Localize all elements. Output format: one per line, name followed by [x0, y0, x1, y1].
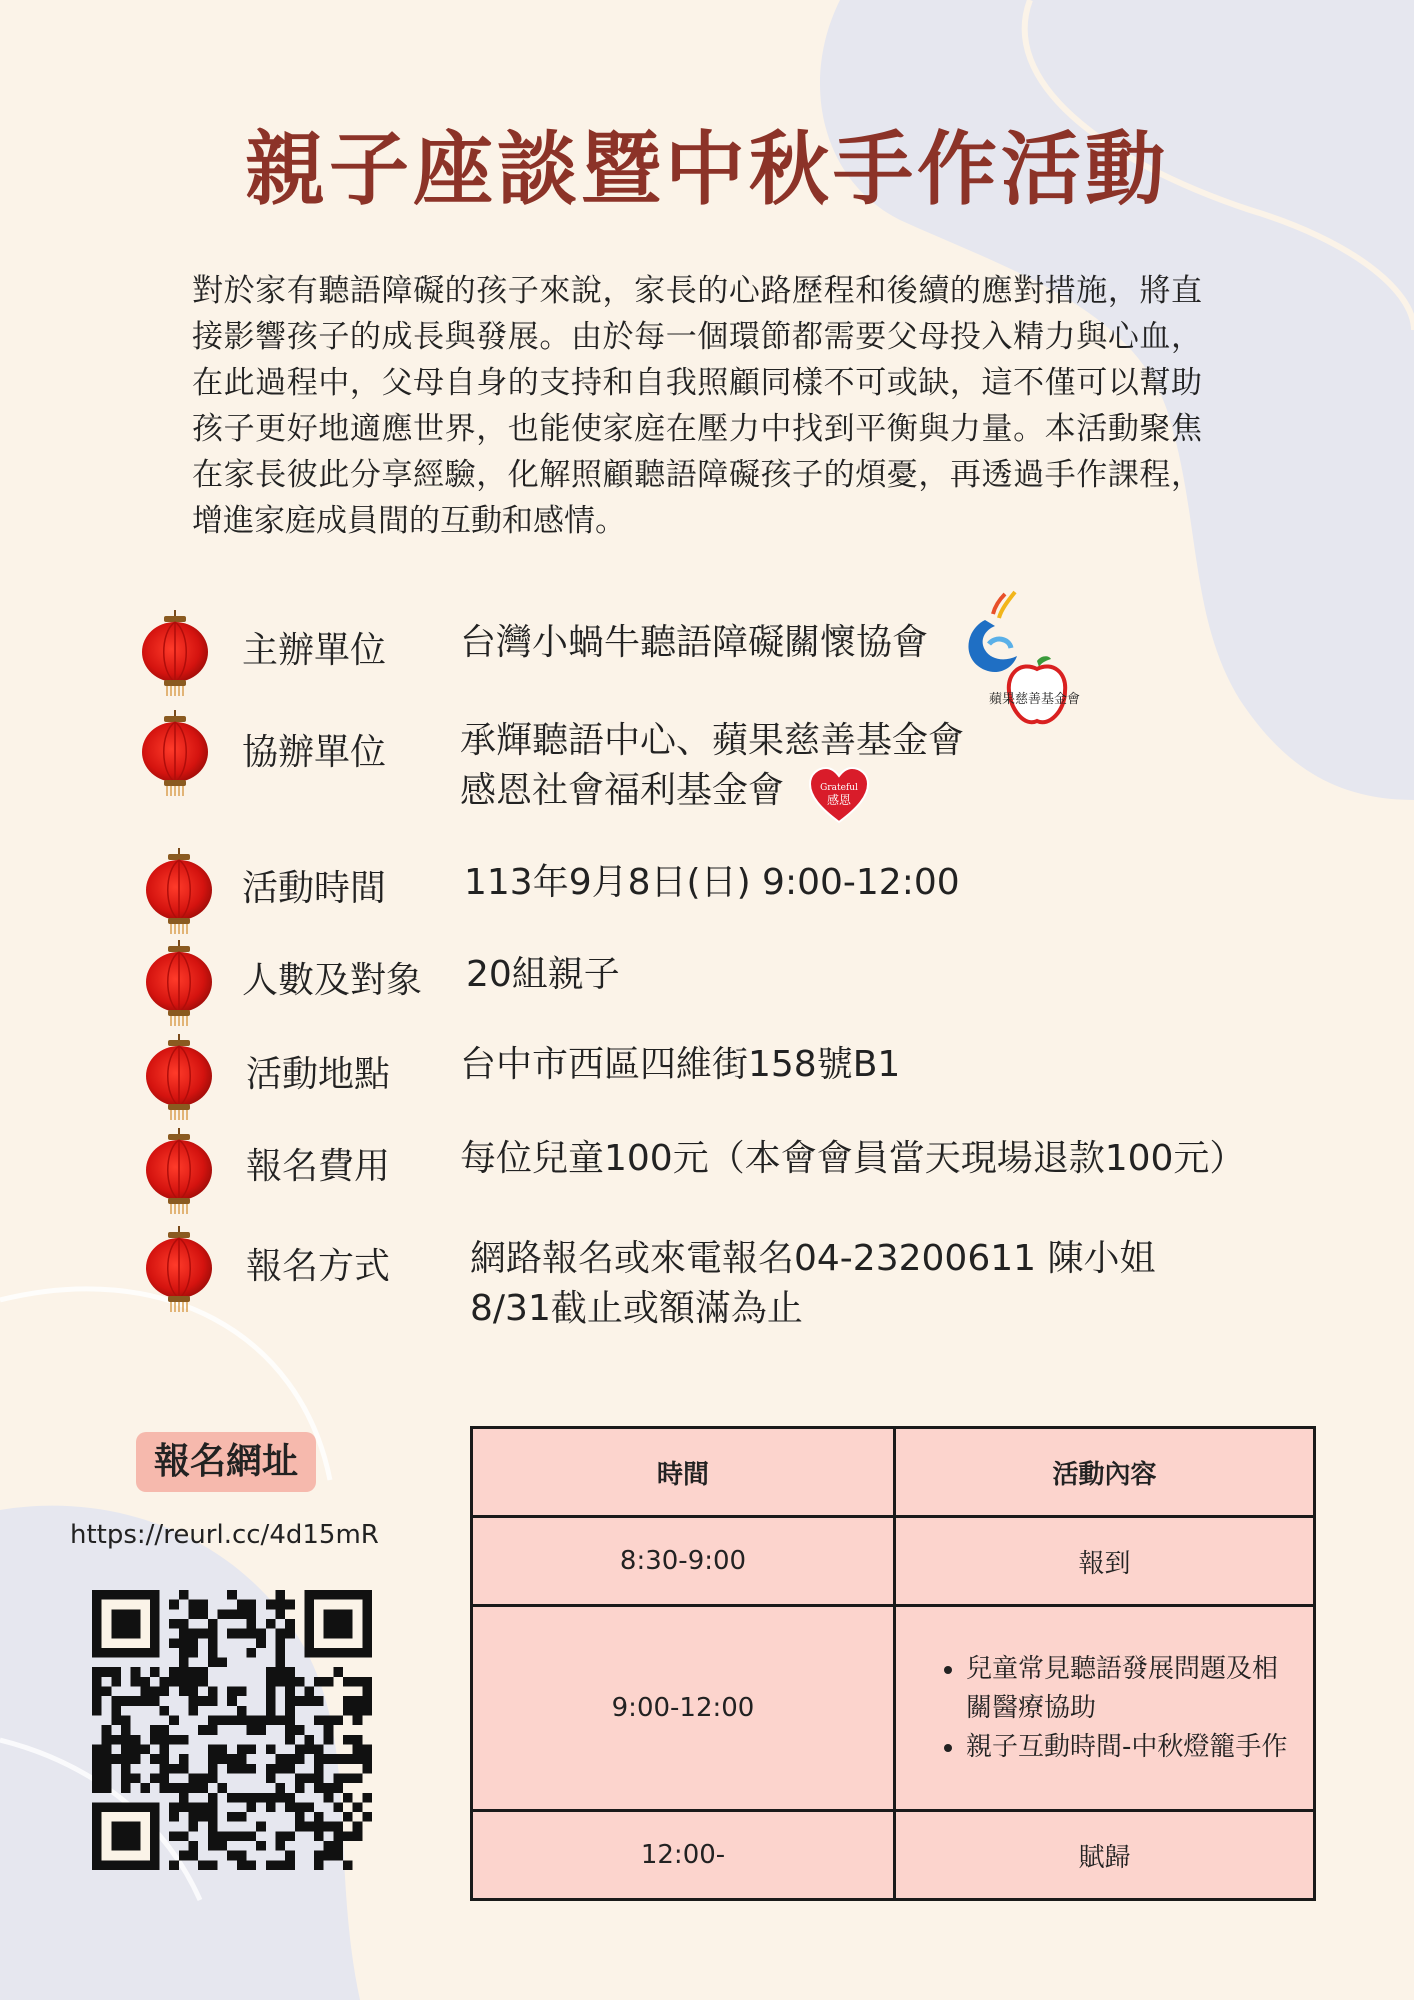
co-organizer-value-line1: 承輝聽語中心、蘋果慈善基金會: [460, 720, 965, 761]
fee-label: 報名費用: [246, 1146, 391, 1187]
list-item: • 親子互動時間-中秋燈籠手作: [966, 1728, 1293, 1767]
co-organizer-value-line2: 感恩社會福利基金會: [460, 770, 785, 811]
qr-code[interactable]: [92, 1590, 372, 1870]
row-content: [895, 1606, 1315, 1811]
list-item: • 兒童常見聽語發展問題及相關醫療協助: [966, 1650, 1293, 1728]
method-value-line2: 8/31截止或額滿為止: [470, 1288, 803, 1329]
header-time: 時間: [472, 1428, 895, 1517]
lantern-icon: [140, 710, 210, 796]
content-list: [896, 1650, 1313, 1767]
participants-value: 20組親子: [466, 954, 620, 995]
time-value: 113年9月8日(日) 9:00-12:00: [464, 862, 960, 903]
location-label: 活動地點: [246, 1054, 391, 1095]
schedule-table: [470, 1426, 1316, 1901]
organizer-value: 台灣小蝸牛聽語障礙關懷協會: [460, 622, 929, 663]
info-fee: [0, 1124, 1414, 1204]
registration-badge: 報名網址: [136, 1432, 316, 1492]
time-label: 活動時間: [242, 868, 387, 909]
organizer-label: 主辦單位: [242, 630, 387, 671]
header-content: 活動內容: [895, 1428, 1315, 1517]
lantern-icon: [144, 940, 214, 1026]
info-co-organizer: [0, 704, 1414, 834]
co-organizer-label: 協辦單位: [242, 732, 387, 773]
info-method: [0, 1222, 1414, 1342]
row-time: 8:30-9:00: [472, 1517, 895, 1606]
info-location: [0, 1030, 1414, 1110]
table-row: [472, 1606, 1315, 1811]
fee-value: 每位兒童100元（本會會員當天現場退款100元）: [460, 1138, 1246, 1179]
info-participants: [0, 938, 1414, 1018]
grateful-cn-text: 感恩: [826, 793, 852, 807]
intro-paragraph: 對於家有聽語障礙的孩子來說，家長的心路歷程和後續的應對措施，將直接影響孩子的成長與發展。由於每一個環節都需要父母投入精力與心血，在此過程中，父母自身的支持和自我照顧同樣不可或缺，這不僅可以幫助孩子更好地適應世界，也能使家庭在壓力中找到平衡與力量。本活動聚焦在家長彼此分享經驗，化解照顧聽語障礙孩子的煩憂，再透過手作課程，增進家庭成員間的互動和感情。: [192, 273, 1202, 539]
table-header-row: [472, 1428, 1315, 1517]
lantern-icon: [144, 1226, 214, 1312]
info-organizer: [0, 606, 1414, 686]
method-value-line1: 網路報名或來電報名04-23200611 陳小姐: [470, 1238, 1156, 1279]
page-title: 親子座談暨中秋手作活動: [245, 123, 1169, 216]
lantern-icon: [144, 1128, 214, 1214]
participants-label: 人數及對象: [242, 960, 423, 1001]
lantern-icon: [140, 610, 210, 696]
lantern-icon: [144, 1034, 214, 1120]
row-content: 報到: [895, 1517, 1315, 1606]
row-time: 12:00-: [472, 1811, 895, 1900]
registration-url[interactable]: https://reurl.cc/4d15mR: [70, 1520, 379, 1550]
table-row: [472, 1811, 1315, 1900]
row-time: 9:00-12:00: [472, 1606, 895, 1811]
apple-foundation-text: 蘋果慈善基金會: [989, 692, 1081, 707]
grateful-text: Grateful: [820, 783, 858, 793]
table-row: [472, 1517, 1315, 1606]
info-time: [0, 846, 1414, 926]
method-label: 報名方式: [246, 1246, 391, 1287]
row-content: 賦歸: [895, 1811, 1315, 1900]
grateful-heart-logo: [808, 766, 870, 824]
lantern-icon: [144, 848, 214, 934]
location-value: 台中市西區四維街158號B1: [460, 1044, 901, 1085]
